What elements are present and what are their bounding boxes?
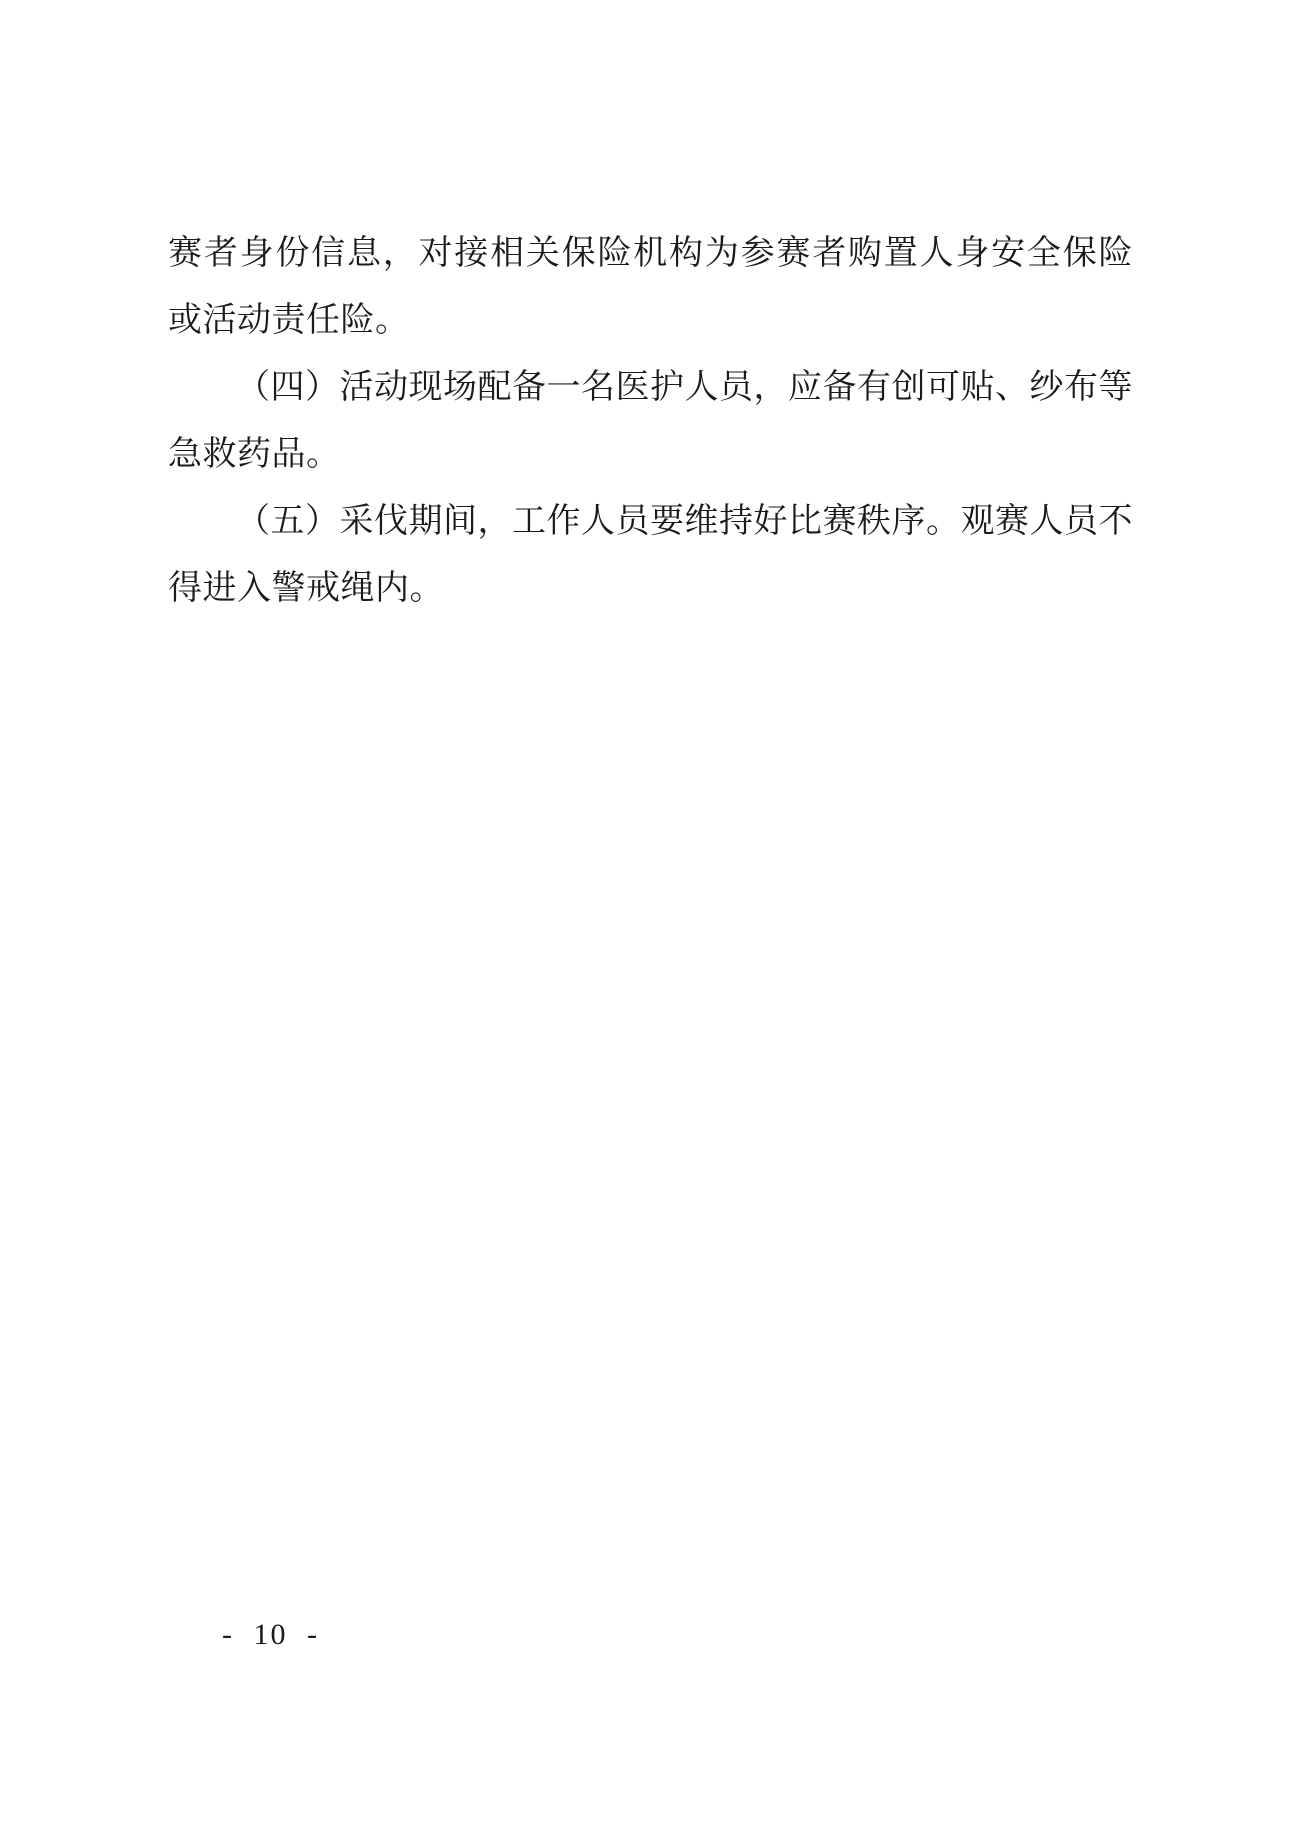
paragraph-continuation: 赛者身份信息，对接相关保险机构为参赛者购置人身安全保险或活动责任险。 (168, 235, 1133, 339)
paragraph-item-four: （四）活动现场配备一名医护人员，应备有创可贴、纱布等急救药品。 (168, 369, 1133, 473)
document-body (168, 220, 1133, 622)
paragraph-item-five: （五）采伐期间，工作人员要维持好比赛秩序。观赛人员不得进入警戒绳内。 (168, 503, 1133, 607)
page-number: - 10 - (222, 1618, 319, 1651)
